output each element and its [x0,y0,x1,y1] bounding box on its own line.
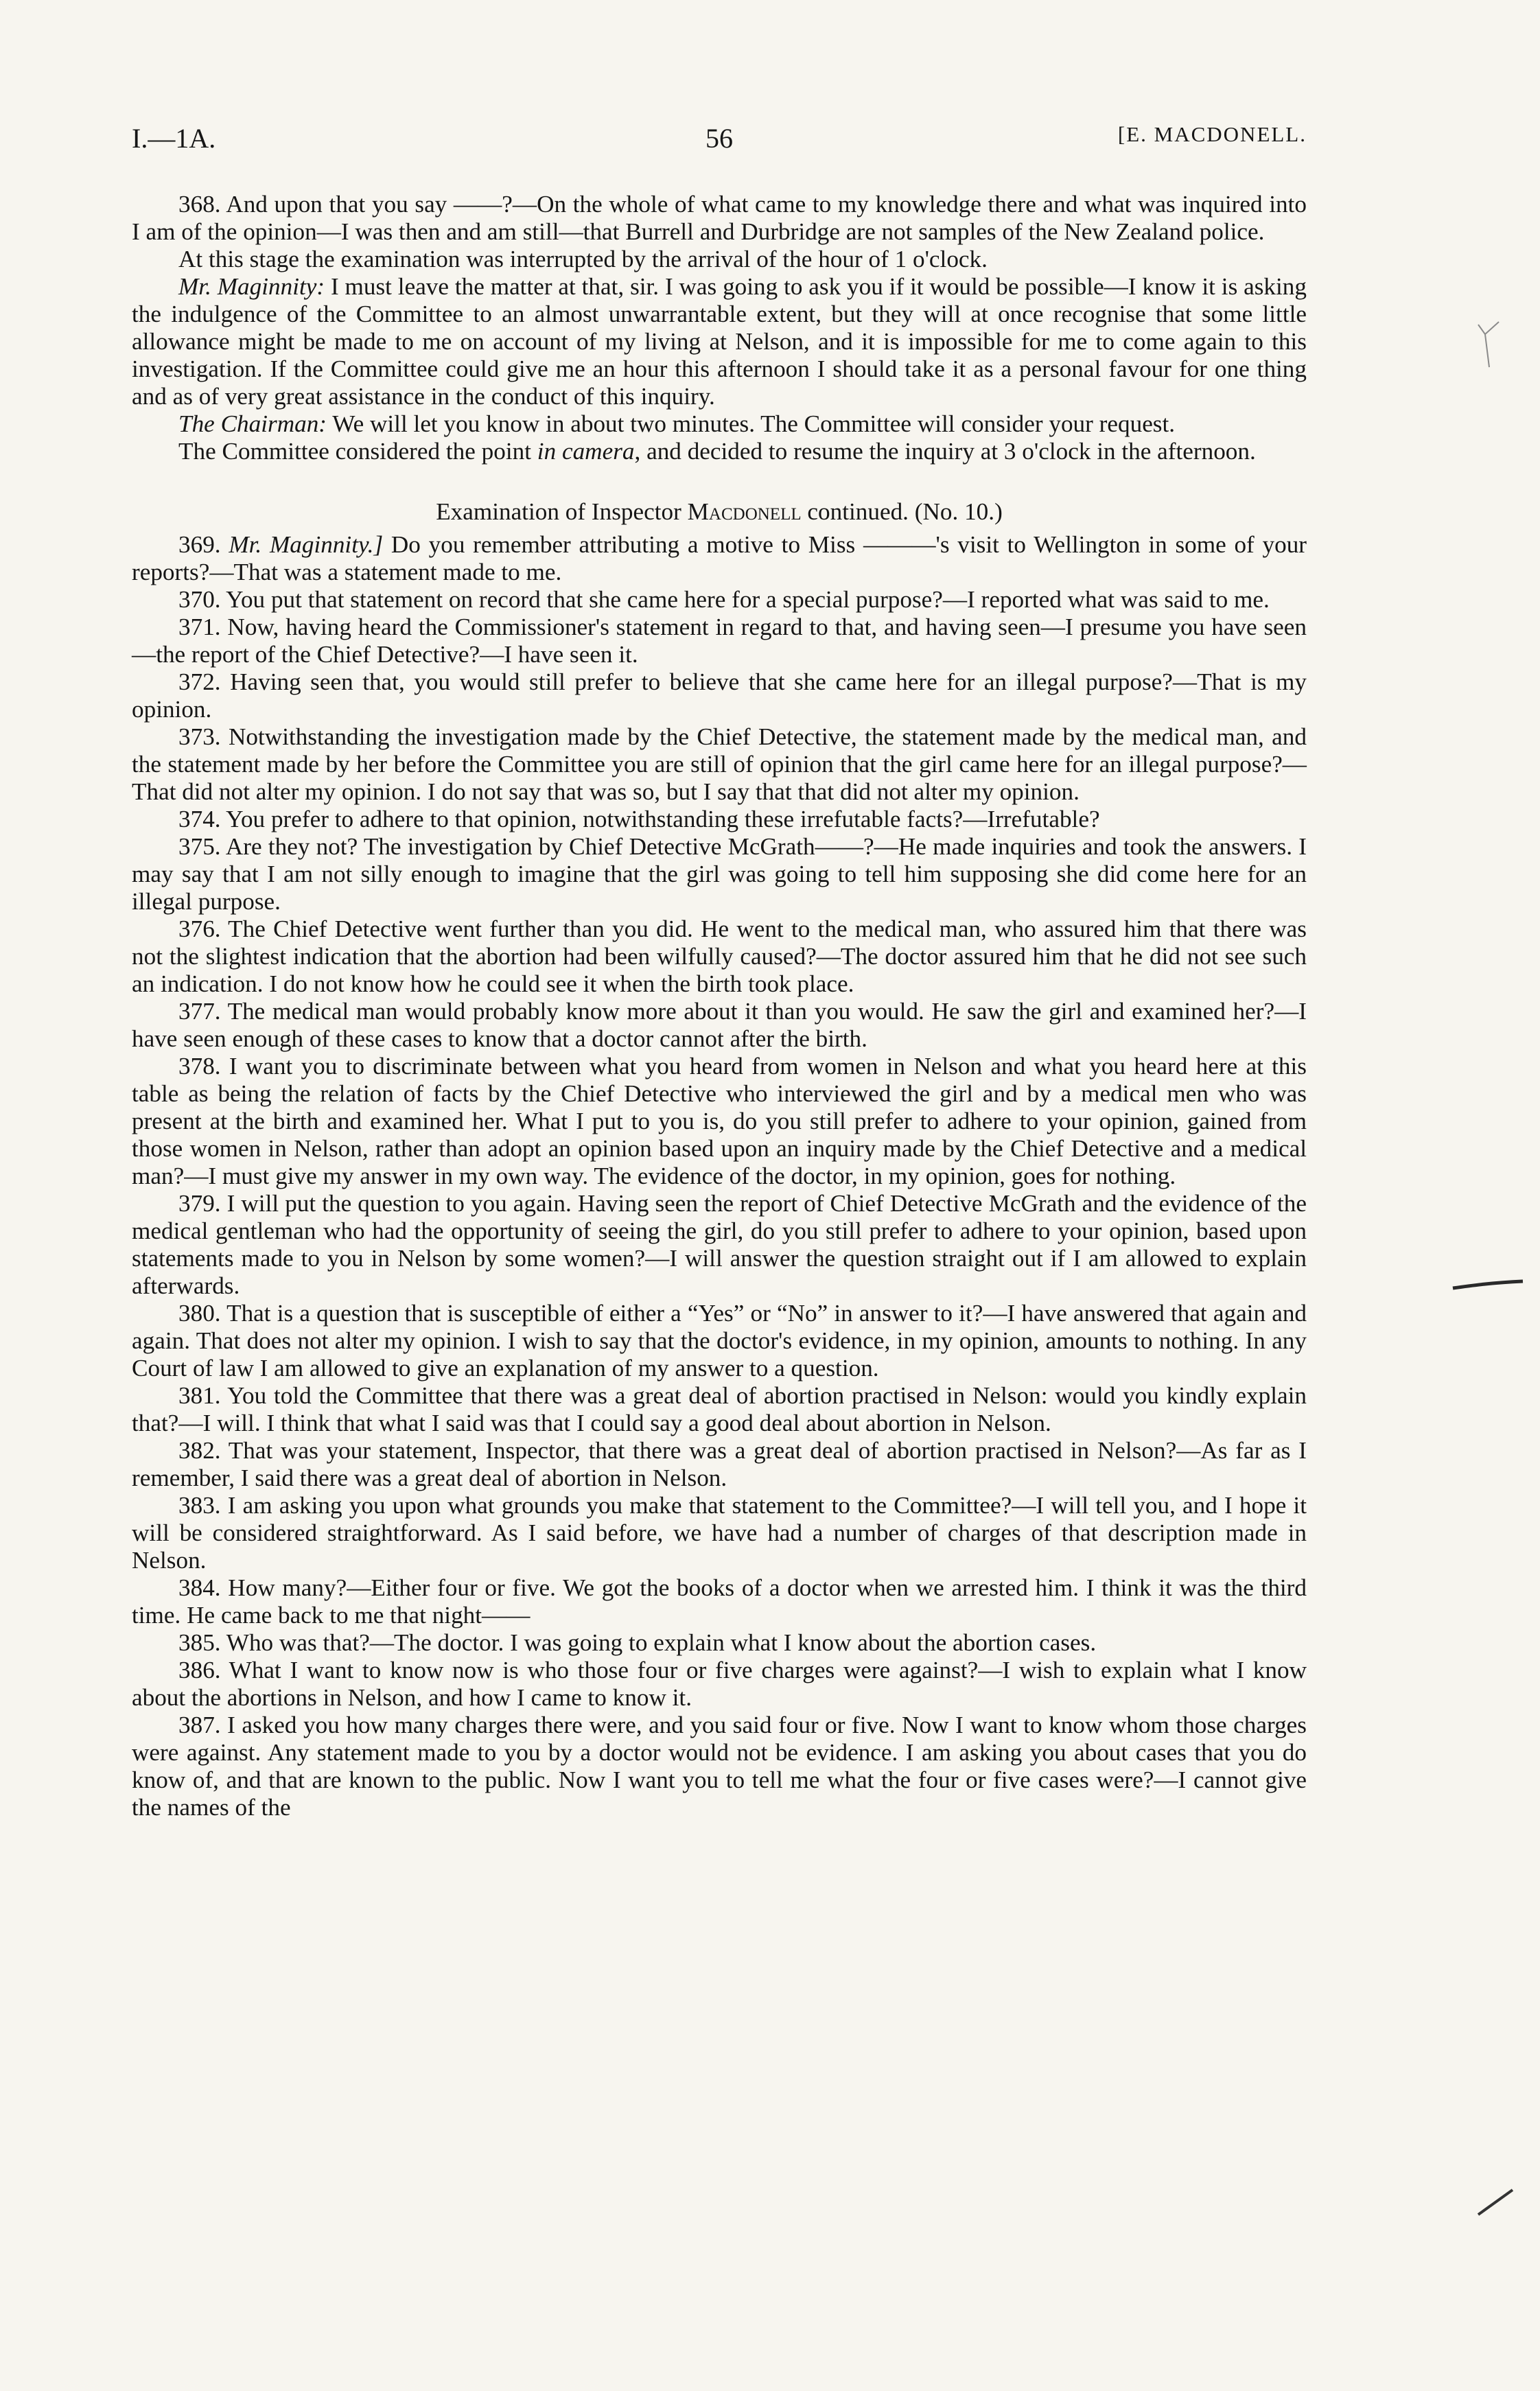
paragraph [132,723,1307,806]
paragraph [132,191,1307,246]
paragraph-pre: Examination of Inspector [436,498,688,525]
paragraph-text: continued. (No. 10.) [801,498,1003,525]
paragraph [132,586,1307,614]
paragraph [132,1712,1307,1821]
header-witness: [E. MACDONELL. [1117,122,1307,146]
paragraph [132,998,1307,1053]
paragraph-text: 383. I am asking you upon what grounds you make that statement to the Committee?—I will tell you, and I hope it will be considered straightforward. As I said before, we have had a number of charges of that description made in Nelson. [132,1492,1307,1574]
paragraph-pre: 369. [178,531,229,558]
paragraph-speaker: Mr. Maginnity.] [229,531,384,558]
paragraph [132,1657,1307,1712]
paragraph-text: We will let you know in about two minutes. The Committee will consider your request. [327,410,1176,437]
margin-dash-icon [1451,1273,1527,1301]
paragraph [132,806,1307,833]
paragraph-text: 378. I want you to discriminate between what you heard from women in Nelson and what you heard here at this table as being the relation of facts by the Chief Detective who interviewed the girl and by a medical men who was present at the birth and examined her. What I put to you is, do you still prefer to adhere to your opinion, gained from those women in Nelson, rather than adopt an opinion based upon an inquiry made by the Chief Detective and a medical man?—I must give my answer in my own way. The evidence of the doctor, in my opinion, goes for nothing. [132,1053,1307,1189]
paragraph [132,1574,1307,1629]
paragraph-text: Do you remember attributing a motive to Miss ———'s visit to Wellington in some of your reports?—That was a statement made to me. [132,531,1307,585]
margin-tick-icon [1475,2186,1517,2220]
paragraph-emph: in camera [537,438,635,465]
paragraph-text: 385. Who was that?—The doctor. I was going to explain what I know about the abortion cases. [178,1629,1097,1656]
paragraph-text: 384. How many?—Either four or five. We got the books of a doctor when we arrested him. I think it was the third time. He came back to me that night—— [132,1574,1307,1629]
paragraph-text: At this stage the examination was interrupted by the arrival of the hour of 1 o'clock. [178,246,988,272]
paragraph [132,273,1307,410]
paragraph [132,1437,1307,1492]
paragraph-text: 381. You told the Committee that there was a great deal of abortion practised in Nelson: would you kindly explain that?—I will. I think that what I said was that I could say a good deal about abortion in Nelson. [132,1382,1307,1436]
paragraph-text: 379. I will put the question to you again. Having seen the report of Chief Detective McGrath and the evidence of the medical gentleman who had the opportunity of seeing the girl, do you still prefer to adhere to your opinion, based upon statements made to you in Nelson by some women?—I will answer the question straight out if I am allowed to explain afterwards. [132,1190,1307,1299]
paragraph-text: 368. And upon that you say ——?—On the whole of what came to my knowledge there and what was inquired into I am of the opinion—I was then and am still—that Burrell and Durbridge are not samples of the New Zealand police. [132,191,1307,245]
paragraph [132,1492,1307,1574]
paragraph-text: 386. What I want to know now is who those four or five charges were against?—I wish to explain what I know about the abortions in Nelson, and how I came to know it. [132,1657,1307,1711]
header-reference: I.—1A. [132,123,216,154]
paragraph [132,833,1307,915]
paragraph [132,1629,1307,1657]
page-header [132,122,1307,163]
paragraph-text: 380. That is a question that is susceptible of either a “Yes” or “No” in answer to it?—I have answered that again and again. That does not alter my opinion. I wish to say that the doctor's evidence, in my opinion, amounts to nothing. In any Court of law I am allowed to give an explanation of my answer to a question. [132,1300,1307,1381]
paragraph [132,246,1307,273]
paragraph-sc: Macdonell [687,498,802,525]
paragraph-text: , and decided to resume the inquiry at 3 o'clock in the afternoon. [634,438,1256,465]
document-body [132,191,1307,1821]
paragraph-text: 371. Now, having heard the Commissioner's statement in regard to that, and having seen—I presume you have seen—the report of the Chief Detective?—I have seen it. [132,614,1307,668]
paragraph-text: 377. The medical man would probably know more about it than you would. He saw the girl and examined her?—I have seen enough of these cases to know that a doctor cannot after the birth. [132,998,1307,1052]
paragraph-text: 376. The Chief Detective went further than you did. He went to the medical man, who assured him that there was not the slightest indication that the abortion had been wilfully caused?—The doctor assured him that he did not see such an indication. I do not know how he could see it when the birth took place. [132,915,1307,997]
paragraph-speaker: Mr. Maginnity: [178,273,325,300]
paragraph [132,1300,1307,1382]
paragraph-text: 387. I asked you how many charges there were, and you said four or five. Now I want to know whom those charges were against. Any statement made to you by a doctor would not be evidence. I am asking you about cases that you do know of, and that are known to the public. Now I want you to tell me what the four or five cases were?—I cannot give the names of the [132,1712,1307,1821]
paragraph [132,915,1307,998]
paragraph-text: I must leave the matter at that, sir. I was going to ask you if it would be possible—I know it is asking the indulgence of the Committee to an almost unwarrantable extent, but they will at once recognise that some little allowance might be made to me on account of my living at Nelson, and it is impossible for me to come again to this investigation. If the Committee could give me an hour this afternoon I should take it as a personal favour for one thing and as of very great assistance in the conduct of this inquiry. [132,273,1307,410]
paragraph-speaker: The Chairman: [178,410,327,437]
paragraph-text: 375. Are they not? The investigation by Chief Detective McGrath——?—He made inquiries and took the answers. I may say that I am not silly enough to imagine that the girl was going to tell him supposing she did come here for an illegal purpose. [132,833,1307,915]
paragraph [132,668,1307,723]
section-heading [132,498,1307,526]
paragraph [132,410,1307,438]
paragraph [132,531,1307,586]
paragraph-text: 372. Having seen that, you would still prefer to believe that she came here for an illegal purpose?—That is my opinion. [132,668,1307,723]
paragraph [132,1053,1307,1190]
paragraph-text: 374. You prefer to adhere to that opinion, notwithstanding these irrefutable facts?—Irrefutable? [178,806,1100,832]
paragraph [132,1382,1307,1437]
margin-mark-icon [1475,319,1503,374]
paragraph-text: 382. That was your statement, Inspector, that there was a great deal of abortion practised in Nelson?—As far as I remember, I said there was a great deal of abortion in Nelson. [132,1437,1307,1491]
paragraph-text: 370. You put that statement on record that she came here for a special purpose?—I reported what was said to me. [178,586,1270,613]
paragraph [132,614,1307,668]
paragraph-text: 373. Notwithstanding the investigation made by the Chief Detective, the statement made by the medical man, and the statement made by her before the Committee you are still of opinion that the girl came here for an illegal purpose?—That did not alter my opinion. I do not say that was so, but I say that that did not alter my opinion. [132,723,1307,805]
page-number: 56 [705,123,733,154]
paragraph [132,1190,1307,1300]
paragraph-pre: The Committee considered the point [178,438,537,465]
paragraph [132,438,1307,465]
